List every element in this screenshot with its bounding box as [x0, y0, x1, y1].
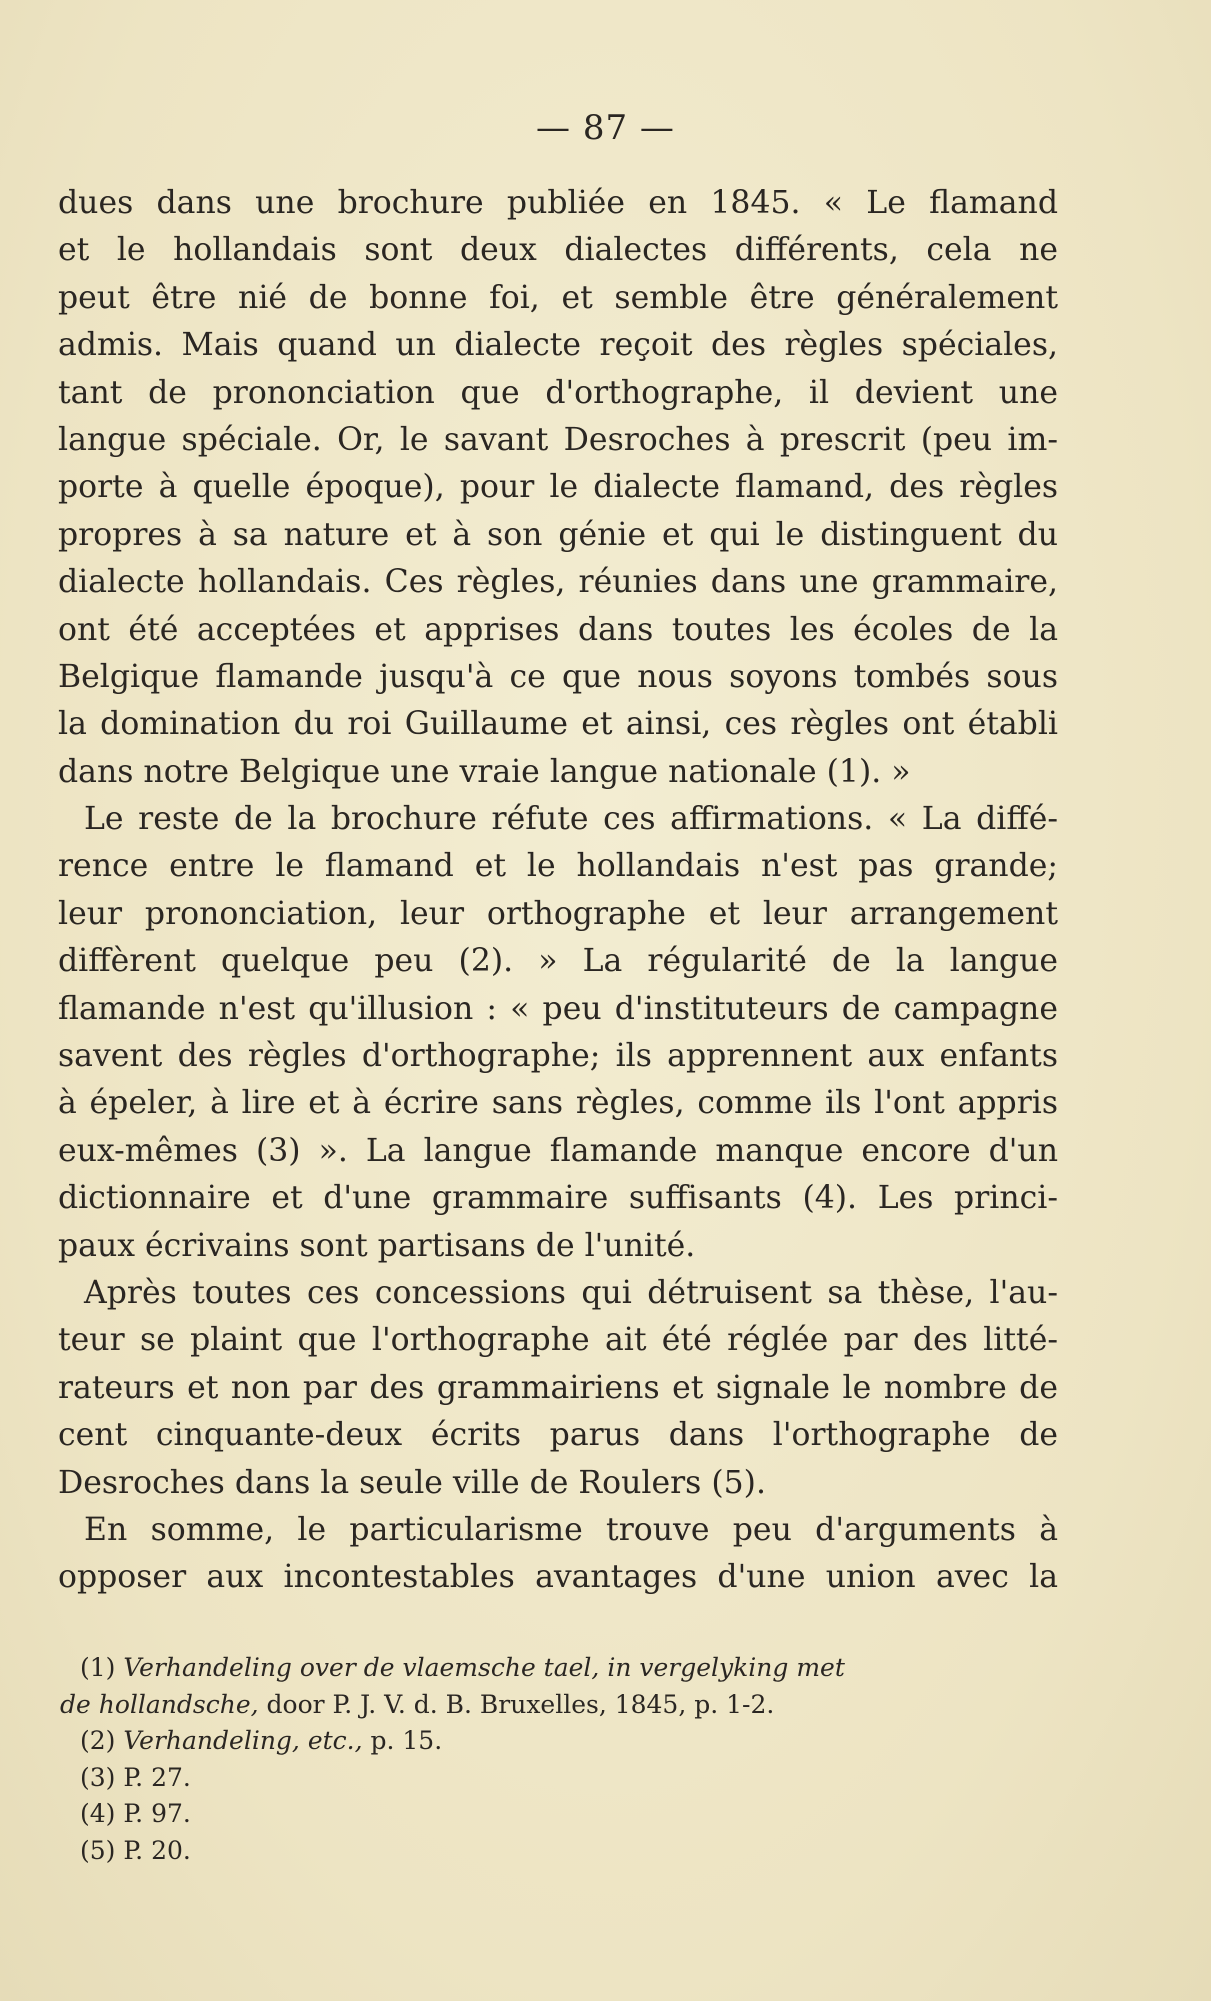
text-line: à épeler, à lire et à écrire sans règles, comme ils l'ont appris: [58, 1085, 1058, 1122]
footnote-mark: (4): [80, 1799, 116, 1828]
text-line: Le reste de la brochure réfute ces affirmations. « La diffé-: [84, 801, 1058, 838]
text-line: admis. Mais quand un dialecte reçoit des règles spéciales,: [58, 327, 1058, 364]
text-line: dans notre Belgique une vraie langue nationale (1). »: [58, 753, 911, 790]
text-line: En somme, le particularisme trouve peu d'arguments à: [84, 1511, 1058, 1548]
text-line: savent des règles d'orthographe; ils apprennent aux enfants: [58, 1038, 1058, 1075]
text-line: opposer aux incontestables avantages d'une union avec la: [58, 1559, 1058, 1596]
footnote-3: [80, 1760, 1060, 1797]
text-line: dictionnaire et d'une grammaire suffisants (4). Les princi-: [58, 1180, 1058, 1217]
footnote-mark: (1): [80, 1653, 116, 1682]
text-line: cent cinquante-deux écrits parus dans l'orthographe de: [58, 1417, 1058, 1454]
footnote-title-continued: de hollandsche,: [60, 1689, 259, 1719]
footnote-citation: P. 27.: [123, 1762, 191, 1792]
footnote-4: [80, 1796, 1060, 1833]
footnote-5: [80, 1833, 1060, 1870]
text-line: rence entre le flamand et le hollandais n'est pas grande;: [58, 848, 1058, 885]
footnote-citation: P. 97.: [123, 1799, 191, 1828]
footnote-citation: p. 15.: [362, 1726, 443, 1755]
text-line: dialecte hollandais. Ces règles, réunies dans une grammaire,: [58, 564, 1058, 601]
text-line: propres à sa nature et à son génie et qui le distinguent du: [58, 516, 1058, 553]
text-line: Belgique flamande jusqu'à ce que nous soyons tombés sous: [58, 658, 1058, 695]
text-line: la domination du roi Guillaume et ainsi, ces règles ont établi: [58, 706, 1058, 743]
text-line: porte à quelle époque), pour le dialecte flamand, des règles: [58, 469, 1058, 506]
text-line: diffèrent quelque peu (2). » La régularité de la langue: [58, 943, 1058, 980]
text-line: Après toutes ces concessions qui détruisent sa thèse, l'au-: [84, 1274, 1058, 1311]
text-line: paux écrivains sont partisans de l'unité.: [58, 1227, 696, 1264]
text-line: tant de prononciation que d'orthographe, il devient une: [58, 374, 1058, 411]
footnote-mark: (2): [80, 1726, 116, 1755]
footnote-1-continued: [60, 1687, 1060, 1724]
body-text: [58, 180, 1058, 1602]
text-line: flamande n'est qu'illusion : « peu d'instituteurs de campagne: [58, 990, 1058, 1027]
footnote-citation: door P. J. V. d. B. Bruxelles, 1845, p. 1-2.: [258, 1689, 775, 1719]
footnote-title: Verhandeling, etc.,: [123, 1726, 363, 1755]
page-number: — 87 —: [536, 108, 675, 148]
footnote-citation: P. 20.: [123, 1835, 191, 1865]
text-line: eux-mêmes (3) ». La langue flamande manque encore d'un: [58, 1132, 1058, 1169]
footnotes: [60, 1650, 1060, 1869]
text-line: peut être nié de bonne foi, et semble être généralement: [58, 279, 1058, 316]
footnote-mark: (3): [80, 1762, 116, 1792]
footnote-title: Verhandeling over de vlaemsche tael, in vergelyking met: [123, 1653, 845, 1682]
footnote-1: [80, 1650, 1060, 1687]
text-line: dues dans une brochure publiée en 1845. « Le flamand: [58, 185, 1058, 221]
text-line: rateurs et non par des grammairiens et signale le nombre de: [58, 1369, 1058, 1406]
text-line: ont été acceptées et apprises dans toutes les écoles de la: [58, 611, 1058, 648]
text-line: teur se plaint que l'orthographe ait été réglée par des litté-: [58, 1322, 1058, 1359]
footnote-2: [80, 1723, 1060, 1760]
text-line: Desroches dans la seule ville de Roulers (5).: [58, 1464, 766, 1501]
text-line: et le hollandais sont deux dialectes différents, cela ne: [58, 232, 1058, 269]
text-line: leur prononciation, leur orthographe et leur arrangement: [58, 895, 1058, 932]
text-line: langue spéciale. Or, le savant Desroches à prescrit (peu im-: [58, 421, 1058, 458]
footnote-mark: (5): [80, 1835, 116, 1865]
